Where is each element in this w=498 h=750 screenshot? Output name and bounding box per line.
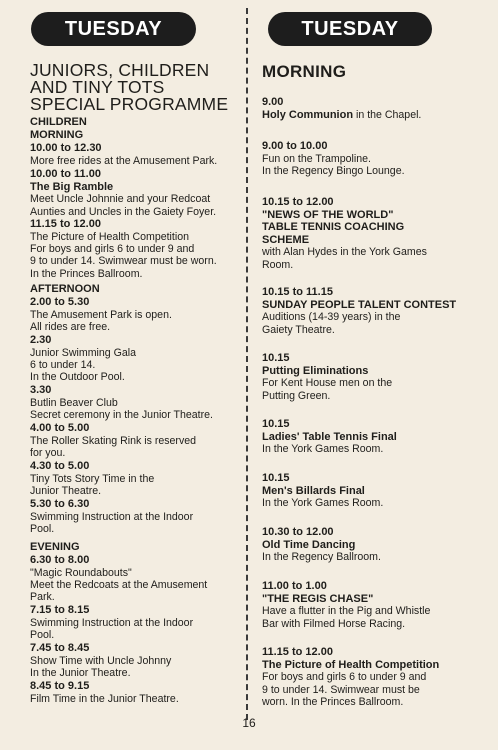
item-line: The Roller Skating Rink is reserved [30, 434, 197, 447]
schedule-item [262, 418, 474, 456]
item-line: with Alan Hydes in the York Games [262, 246, 427, 259]
item-line: Putting Green. [262, 389, 331, 402]
schedule-item [262, 646, 474, 708]
item-time: 4.00 to 5.00 [30, 422, 90, 434]
item-line: Tiny Tots Story Time in the [30, 472, 155, 485]
item-time: 9.00 to 10.00 [262, 140, 328, 152]
item-line: Room. [262, 258, 294, 271]
item-line: 6 to under 14. [30, 359, 96, 371]
item-time: 10.15 to 12.00 [262, 196, 334, 208]
item-line: In the Princes Ballroom. [30, 267, 143, 280]
afternoon-heading: AFTERNOON [30, 283, 100, 295]
item-line: Swimming Instruction at the Indoor [30, 510, 194, 523]
schedule-item [30, 604, 240, 641]
morning-heading-right: MORNING [262, 62, 347, 81]
item-title: The Big Ramble [30, 180, 114, 193]
item-title: Old Time Dancing [262, 538, 356, 551]
item-time: 10.15 [262, 472, 290, 484]
schedule-item [30, 296, 240, 333]
item-line: In the Junior Theatre. [30, 667, 131, 679]
item-title: Putting Eliminations [262, 364, 369, 377]
item-title: TABLE TENNIS COACHING [262, 221, 405, 234]
item-line: More free rides at the Amusement Park. [30, 154, 218, 167]
schedule-item [30, 334, 240, 384]
item-time: 10.15 to 11.15 [262, 286, 333, 298]
schedule-item [262, 580, 474, 630]
day-banner-right: TUESDAY [268, 12, 432, 46]
item-line: For boys and girls 6 to under 9 and [30, 243, 195, 255]
item-line: Pool. [30, 629, 55, 641]
item-title: "THE REGIS CHASE" [262, 592, 374, 605]
item-line: All rides are free. [30, 321, 111, 333]
item-line: 9 to under 14. Swimwear must be worn. [30, 255, 217, 268]
item-line: in the Chapel. [353, 108, 422, 121]
schedule-item [262, 526, 474, 564]
item-line: In the Outdoor Pool. [30, 371, 125, 384]
item-line: Junior Theatre. [30, 485, 102, 497]
item-line: Fun on the Trampoline. [262, 152, 371, 165]
item-line: Secret ceremony in the Junior Theatre. [30, 409, 213, 421]
item-line: "Magic Roundabouts" [30, 566, 132, 579]
item-line: Park. [30, 591, 55, 604]
item-line: Butlin Beaver Club [30, 396, 118, 409]
item-line: For Kent House men on the [262, 377, 393, 390]
item-time: 10.30 to 12.00 [262, 526, 334, 538]
item-line: Aunties and Uncles in the Gaiety Foyer. [30, 205, 217, 218]
item-line: worn. In the Princes Ballroom. [262, 696, 404, 708]
item-line: For boys and girls 6 to under 9 and [262, 671, 427, 684]
item-line: Meet the Redcoats at the Amusement [30, 579, 208, 591]
item-title: SCHEME [262, 233, 310, 246]
schedule-item [30, 218, 240, 280]
item-line: The Amusement Park is open. [30, 308, 172, 321]
item-line: Auditions (14-39 years) in the [262, 311, 401, 324]
item-line: Gaiety Theatre. [262, 323, 335, 336]
item-time: 11.00 to 1.00 [262, 580, 327, 592]
schedule-item [30, 460, 240, 497]
morning-heading-left: MORNING [30, 129, 84, 141]
schedule-item [30, 142, 240, 167]
schedule-item [30, 642, 240, 679]
item-time: 7.15 to 8.15 [30, 604, 90, 616]
evening-heading: EVENING [30, 541, 80, 553]
item-line: Pool. [30, 523, 55, 535]
item-time: 7.45 to 8.45 [30, 642, 90, 654]
column-divider [246, 8, 248, 720]
schedule-item [30, 168, 240, 218]
item-time: 11.15 to 12.00 [30, 218, 101, 230]
item-time: 10.15 [262, 352, 290, 364]
item-line: In the York Games Room. [262, 443, 384, 456]
item-line: Swimming Instruction at the Indoor [30, 616, 194, 629]
item-title: Ladies' Table Tennis Final [262, 430, 397, 443]
item-time: 10.00 to 12.30 [30, 142, 102, 154]
schedule-item [262, 286, 474, 336]
title-line: AND TINY TOTS [30, 77, 165, 97]
day-banner-left: TUESDAY [31, 12, 196, 46]
schedule-item [30, 498, 240, 535]
schedule-item [30, 680, 240, 705]
item-line: Bar with Filmed Horse Racing. [262, 617, 406, 630]
item-line: Meet Uncle Johnnie and your Redcoat [30, 193, 211, 206]
item-line: In the York Games Room. [262, 497, 384, 510]
item-time: 6.30 to 8.00 [30, 554, 90, 566]
item-time: 10.00 to 11.00 [30, 168, 101, 180]
schedule-item [30, 422, 240, 459]
item-line: for you. [30, 447, 66, 459]
item-time: 2.00 to 5.30 [30, 296, 90, 308]
item-title: Men's Billards Final [262, 484, 365, 497]
item-time: 11.15 to 12.00 [262, 646, 333, 658]
schedule-item [262, 352, 474, 402]
item-line: In the Regency Ballroom. [262, 551, 381, 564]
item-title: Holy Communion [262, 108, 354, 121]
item-line: Have a flutter in the Pig and Whistle [262, 605, 431, 618]
item-title: The Picture of Health Competition [262, 658, 440, 671]
title-line: JUNIORS, CHILDREN [30, 60, 210, 80]
juniors-title [30, 62, 240, 113]
item-time: 2.30 [30, 334, 52, 346]
item-line: Film Time in the Junior Theatre. [30, 692, 179, 705]
page-number: 16 [242, 716, 256, 730]
item-title: SUNDAY PEOPLE TALENT CONTEST [262, 298, 457, 311]
schedule-item [262, 472, 474, 510]
item-line: Show Time with Uncle Johnny [30, 654, 172, 667]
schedule-item [30, 554, 240, 604]
item-time: 10.15 [262, 418, 290, 430]
schedule-item [262, 196, 474, 271]
item-line: The Picture of Health Competition [30, 230, 189, 243]
item-time: 3.30 [30, 384, 52, 396]
schedule-item [262, 140, 474, 177]
children-heading: CHILDREN [30, 116, 87, 128]
item-time: 8.45 to 9.15 [30, 680, 90, 692]
schedule-item [30, 384, 240, 421]
schedule-item [262, 96, 474, 121]
item-line: Junior Swimming Gala [30, 346, 136, 359]
item-time: 9.00 [262, 96, 284, 108]
item-line: In the Regency Bingo Lounge. [262, 165, 405, 177]
item-title: "NEWS OF THE WORLD" [262, 208, 394, 221]
title-line: SPECIAL PROGRAMME [30, 94, 229, 114]
item-line: 9 to under 14. Swimwear must be [262, 683, 420, 696]
item-time: 5.30 to 6.30 [30, 498, 90, 510]
item-time: 4.30 to 5.00 [30, 460, 90, 472]
